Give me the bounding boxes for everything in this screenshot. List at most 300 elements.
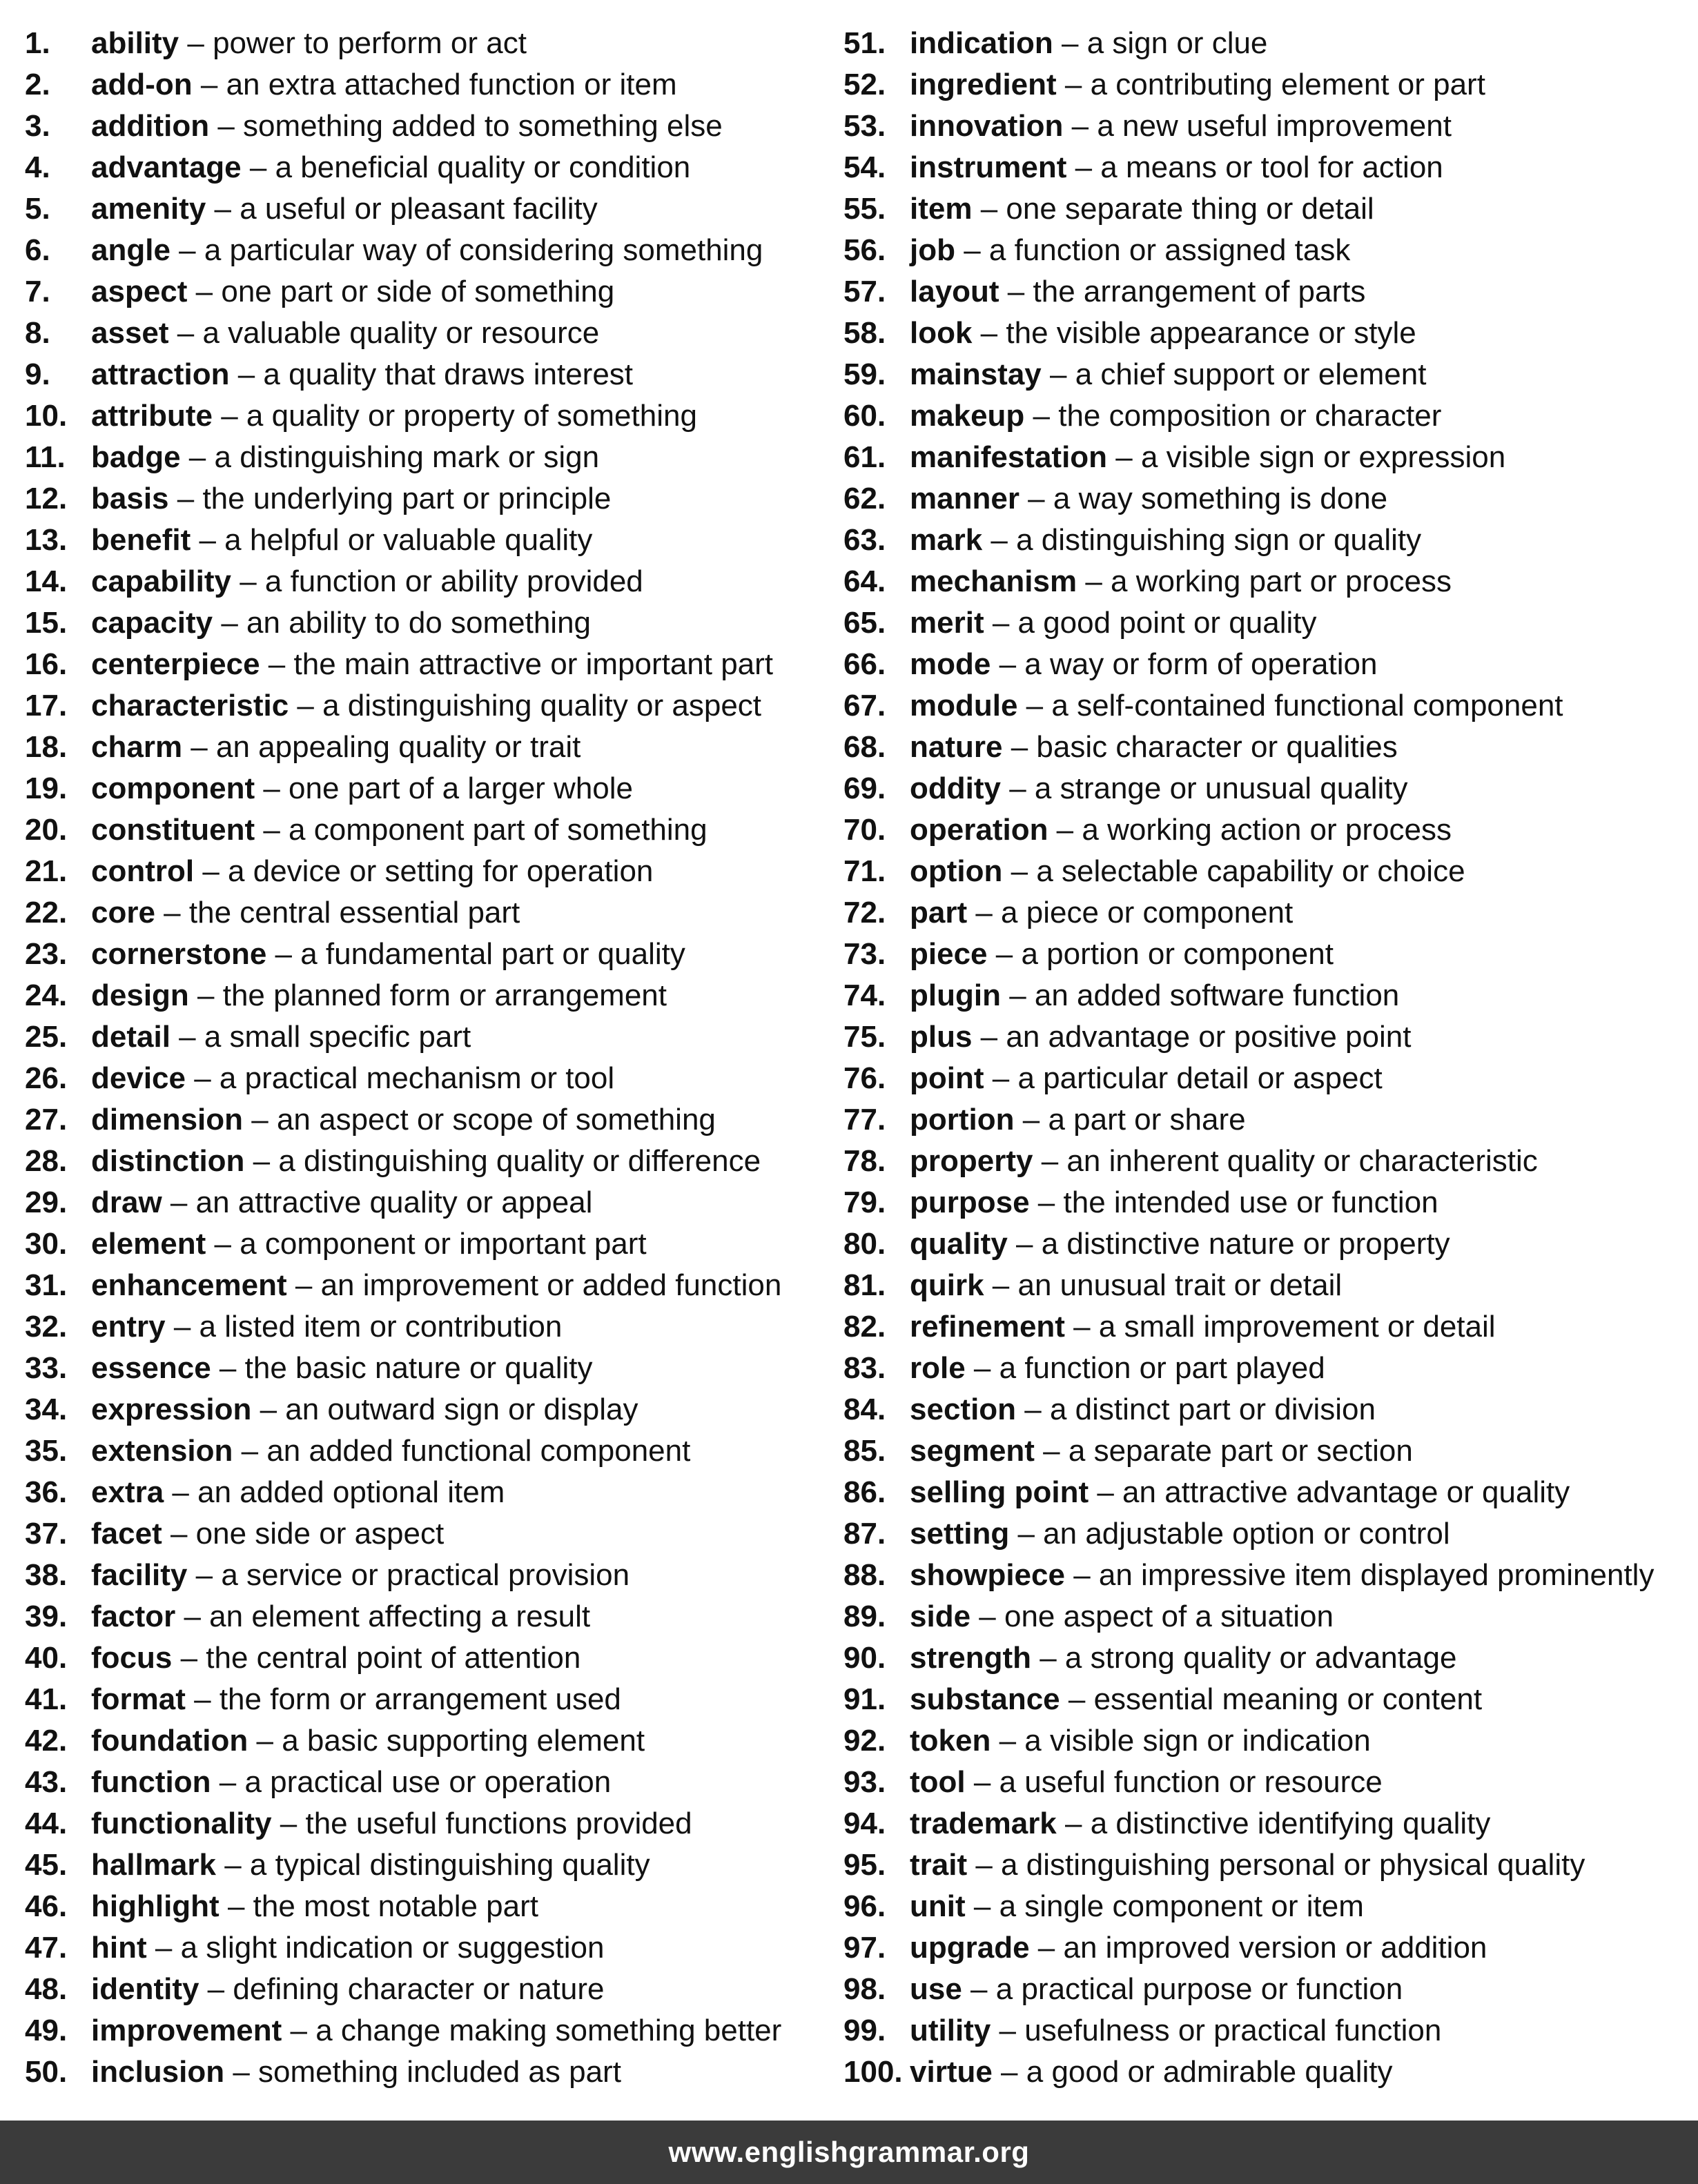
list-item <box>25 561 826 602</box>
item-separator: – <box>1033 1144 1067 1178</box>
item-number: 77. <box>843 1103 886 1137</box>
list-item <box>25 106 826 147</box>
item-term: mode <box>910 647 991 681</box>
item-definition: a new useful improvement <box>1097 109 1452 143</box>
item-definition: a working action or process <box>1082 813 1452 847</box>
item-term: nature <box>910 730 1003 764</box>
list-item <box>25 271 826 313</box>
item-number: 70. <box>843 813 886 847</box>
item-definition: the form or arrangement used <box>219 1682 621 1716</box>
item-separator: – <box>970 1600 1004 1633</box>
item-number: 10. <box>25 399 68 433</box>
list-item <box>25 1803 826 1844</box>
list-item <box>843 1389 1692 1430</box>
item-number: 93. <box>843 1765 886 1799</box>
item-separator: – <box>211 1351 245 1385</box>
item-definition: the most notable part <box>253 1889 538 1923</box>
list-item <box>25 1513 826 1555</box>
item-number: 61. <box>843 440 886 474</box>
item-term: add-on <box>91 68 193 101</box>
word-list-left-column <box>25 23 826 2093</box>
list-item <box>843 437 1692 478</box>
item-term: token <box>910 1724 991 1758</box>
list-item <box>25 727 826 768</box>
item-term: job <box>910 233 955 267</box>
item-definition: one part or side of something <box>221 275 615 308</box>
item-separator: – <box>255 813 289 847</box>
item-definition: a useful function or resource <box>999 1765 1383 1799</box>
item-term: part <box>910 896 968 929</box>
list-item <box>25 230 826 271</box>
item-definition: an extra attached function or item <box>226 68 677 101</box>
list-item <box>25 1182 826 1223</box>
item-separator: – <box>1107 440 1141 474</box>
item-definition: something added to something else <box>243 109 723 143</box>
item-term: constituent <box>91 813 255 847</box>
item-term: essence <box>91 1351 211 1385</box>
item-term: piece <box>910 937 988 971</box>
list-item <box>25 809 826 851</box>
item-separator: – <box>984 1268 1018 1302</box>
item-number: 73. <box>843 937 886 971</box>
item-number: 38. <box>25 1558 68 1592</box>
item-number: 87. <box>843 1517 886 1551</box>
item-definition: a sign or clue <box>1086 26 1268 60</box>
item-definition: a function or assigned task <box>988 233 1351 267</box>
item-number: 40. <box>25 1641 68 1675</box>
item-term: element <box>91 1227 206 1261</box>
item-number: 51. <box>843 26 886 60</box>
item-term: substance <box>910 1682 1060 1716</box>
item-definition: a distinct part or division <box>1049 1393 1376 1426</box>
list-item <box>843 602 1692 644</box>
item-separator: – <box>248 1724 282 1758</box>
item-separator: – <box>1017 689 1052 722</box>
item-number: 5. <box>25 192 50 226</box>
item-separator: – <box>146 1931 181 1965</box>
item-definition: a helpful or valuable quality <box>224 523 593 557</box>
item-term: draw <box>91 1186 162 1219</box>
item-separator: – <box>1063 109 1097 143</box>
list-item <box>843 271 1692 313</box>
item-term: setting <box>910 1517 1010 1551</box>
item-separator: – <box>213 399 246 433</box>
list-item <box>25 1058 826 1099</box>
item-definition: essential meaning or content <box>1093 1682 1483 1716</box>
item-number: 6. <box>25 233 50 267</box>
item-number: 31. <box>25 1268 68 1302</box>
item-number: 86. <box>843 1475 886 1509</box>
list-item <box>843 975 1692 1016</box>
item-definition: a practical use or operation <box>244 1765 612 1799</box>
item-definition: the central essential part <box>188 896 520 929</box>
list-item <box>843 1513 1692 1555</box>
item-number: 23. <box>25 937 68 971</box>
list-item <box>843 1927 1692 1969</box>
item-number: 79. <box>843 1186 886 1219</box>
item-definition: the visible appearance or style <box>1006 316 1416 350</box>
list-item <box>25 147 826 188</box>
item-definition: a visible sign or expression <box>1140 440 1506 474</box>
item-term: use <box>910 1972 962 2006</box>
item-number: 20. <box>25 813 68 847</box>
item-term: property <box>910 1144 1033 1178</box>
item-separator: – <box>1000 771 1035 805</box>
list-item <box>25 313 826 354</box>
item-definition: an outward sign or display <box>285 1393 638 1426</box>
item-term: focus <box>91 1641 173 1675</box>
item-definition: a practical purpose or function <box>995 1972 1403 2006</box>
item-term: mark <box>910 523 983 557</box>
item-definition: an improvement or added function <box>320 1268 782 1302</box>
item-definition: a particular way of considering something <box>204 233 763 267</box>
item-number: 88. <box>843 1558 886 1592</box>
item-number: 58. <box>843 316 886 350</box>
item-number: 72. <box>843 896 886 929</box>
item-definition: one aspect of a situation <box>1004 1600 1334 1633</box>
item-term: charm <box>91 730 183 764</box>
item-definition: an advantage or positive point <box>1006 1020 1412 1054</box>
list-item <box>843 395 1692 437</box>
list-item <box>843 768 1692 809</box>
item-term: showpiece <box>910 1558 1065 1592</box>
list-item <box>25 644 826 685</box>
item-separator: – <box>192 68 226 101</box>
list-item <box>25 1720 826 1762</box>
item-term: utility <box>910 2014 991 2047</box>
footer-website-link[interactable]: www.englishgrammar.org <box>668 2136 1030 2168</box>
item-number: 1. <box>25 26 50 60</box>
item-term: selling point <box>910 1475 1089 1509</box>
item-number: 12. <box>25 482 68 515</box>
item-term: item <box>910 192 973 226</box>
item-number: 19. <box>25 771 68 805</box>
item-number: 17. <box>25 689 68 722</box>
item-number: 47. <box>25 1931 68 1965</box>
item-term: basis <box>91 482 169 515</box>
item-definition: a device or setting for operation <box>228 854 654 888</box>
item-definition: an improved version or addition <box>1063 1931 1487 1965</box>
list-item <box>25 1389 826 1430</box>
list-item <box>25 1844 826 1886</box>
list-item <box>25 188 826 230</box>
word-list-right-column <box>843 23 1692 2093</box>
item-term: indication <box>910 26 1053 60</box>
item-separator: – <box>155 896 189 929</box>
item-number: 50. <box>25 2055 68 2089</box>
item-term: improvement <box>91 2014 282 2047</box>
item-definition: the composition or character <box>1058 399 1442 433</box>
item-number: 63. <box>843 523 886 557</box>
list-item <box>25 1016 826 1058</box>
list-item <box>843 2010 1692 2052</box>
item-term: point <box>910 1061 984 1095</box>
item-separator: – <box>244 1144 279 1178</box>
item-number: 2. <box>25 68 50 101</box>
list-item <box>843 2052 1692 2093</box>
item-separator: – <box>211 1765 245 1799</box>
list-item <box>843 1472 1692 1513</box>
item-number: 82. <box>843 1310 886 1344</box>
item-definition: a particular detail or aspect <box>1017 1061 1383 1095</box>
item-term: look <box>910 316 973 350</box>
list-item <box>25 437 826 478</box>
item-definition: an attractive quality or appeal <box>195 1186 593 1219</box>
item-number: 57. <box>843 275 886 308</box>
item-separator: – <box>1077 564 1111 598</box>
item-definition: a working part or process <box>1111 564 1452 598</box>
item-separator: – <box>972 192 1006 226</box>
list-item <box>25 2052 826 2093</box>
item-definition: basic character or qualities <box>1036 730 1398 764</box>
item-term: functionality <box>91 1807 272 1840</box>
item-number: 29. <box>25 1186 68 1219</box>
item-number: 36. <box>25 1475 68 1509</box>
item-number: 35. <box>25 1434 68 1468</box>
list-item <box>843 1306 1692 1348</box>
item-number: 78. <box>843 1144 886 1178</box>
item-definition: a part or share <box>1048 1103 1246 1137</box>
list-item <box>25 1637 826 1679</box>
list-item <box>25 1265 826 1306</box>
item-number: 68. <box>843 730 886 764</box>
list-item <box>25 1099 826 1141</box>
item-separator: – <box>170 1020 204 1054</box>
item-definition: a contributing element or part <box>1090 68 1485 101</box>
item-number: 54. <box>843 150 886 184</box>
list-item <box>843 892 1692 934</box>
item-definition: a beneficial quality or condition <box>275 150 691 184</box>
item-number: 21. <box>25 854 68 888</box>
item-number: 52. <box>843 68 886 101</box>
list-item <box>25 1306 826 1348</box>
item-term: innovation <box>910 109 1064 143</box>
item-separator: – <box>1029 1186 1064 1219</box>
item-term: control <box>91 854 195 888</box>
item-separator: – <box>164 1475 198 1509</box>
item-separator: – <box>1002 730 1037 764</box>
item-definition: one part of a larger whole <box>289 771 634 805</box>
item-term: expression <box>91 1393 252 1426</box>
list-item <box>25 1596 826 1637</box>
item-term: facet <box>91 1517 162 1551</box>
item-term: factor <box>91 1600 176 1633</box>
item-term: addition <box>91 109 210 143</box>
item-definition: usefulness or practical function <box>1024 2014 1442 2047</box>
item-definition: a slight indication or suggestion <box>180 1931 605 1965</box>
item-term: device <box>91 1061 186 1095</box>
list-item <box>843 478 1692 520</box>
item-separator: – <box>175 1600 210 1633</box>
item-term: refinement <box>910 1310 1065 1344</box>
list-item <box>843 1720 1692 1762</box>
item-definition: an added software function <box>1034 978 1400 1012</box>
item-separator: – <box>972 1020 1006 1054</box>
item-separator: – <box>1016 1393 1050 1426</box>
item-term: module <box>910 689 1018 722</box>
item-separator: – <box>191 523 225 557</box>
item-number: 48. <box>25 1972 68 2006</box>
item-number: 49. <box>25 2014 68 2047</box>
list-item <box>25 602 826 644</box>
item-number: 56. <box>843 233 886 267</box>
list-item <box>843 1182 1692 1223</box>
list-item <box>843 230 1692 271</box>
list-item <box>843 1555 1692 1596</box>
item-term: cornerstone <box>91 937 267 971</box>
item-number: 64. <box>843 564 886 598</box>
item-separator: – <box>271 1807 306 1840</box>
item-definition: a portion or component <box>1021 937 1334 971</box>
item-definition: a separate part or section <box>1068 1434 1413 1468</box>
item-separator: – <box>965 1765 999 1799</box>
list-item <box>25 520 826 561</box>
list-item <box>843 354 1692 395</box>
list-item <box>25 1555 826 1596</box>
item-number: 42. <box>25 1724 68 1758</box>
item-number: 43. <box>25 1765 68 1799</box>
item-separator: – <box>168 482 203 515</box>
item-number: 15. <box>25 606 68 640</box>
item-term: makeup <box>910 399 1025 433</box>
item-number: 75. <box>843 1020 886 1054</box>
item-separator: – <box>229 357 264 391</box>
item-term: instrument <box>910 150 1067 184</box>
item-number: 98. <box>843 1972 886 2006</box>
item-definition: the main attractive or important part <box>293 647 774 681</box>
item-number: 60. <box>843 399 886 433</box>
item-number: 83. <box>843 1351 886 1385</box>
item-separator: – <box>1019 482 1053 515</box>
item-term: manifestation <box>910 440 1108 474</box>
item-separator: – <box>172 1641 206 1675</box>
list-item <box>843 727 1692 768</box>
item-definition: an impressive item displayed prominently <box>1098 1558 1655 1592</box>
item-number: 44. <box>25 1807 68 1840</box>
item-number: 84. <box>843 1393 886 1426</box>
item-separator: – <box>185 1682 219 1716</box>
item-number: 59. <box>843 357 886 391</box>
item-separator: – <box>231 564 265 598</box>
item-definition: a distinguishing personal or physical quality <box>1001 1848 1585 1882</box>
item-term: ability <box>91 26 179 60</box>
list-item <box>843 1348 1692 1389</box>
item-separator: – <box>206 1227 240 1261</box>
item-number: 85. <box>843 1434 886 1468</box>
item-definition: a strong quality or advantage <box>1064 1641 1457 1675</box>
item-definition: defining character or nature <box>233 1972 605 2006</box>
item-definition: a small specific part <box>204 1020 471 1054</box>
item-separator: – <box>987 937 1022 971</box>
item-term: aspect <box>91 275 188 308</box>
item-number: 76. <box>843 1061 886 1095</box>
item-term: quality <box>910 1227 1008 1261</box>
item-separator: – <box>1060 1682 1094 1716</box>
item-separator: – <box>255 771 289 805</box>
item-number: 27. <box>25 1103 68 1137</box>
item-separator: – <box>965 1889 999 1923</box>
item-separator: – <box>219 1889 253 1923</box>
item-definition: an attractive advantage or quality <box>1122 1475 1570 1509</box>
item-term: facility <box>91 1558 188 1592</box>
item-definition: an inherent quality or characteristic <box>1066 1144 1538 1178</box>
item-separator: – <box>213 606 247 640</box>
item-definition: a piece or component <box>1001 896 1294 929</box>
item-separator: – <box>1053 26 1087 60</box>
item-separator: – <box>266 937 301 971</box>
item-term: layout <box>910 275 999 308</box>
item-separator: – <box>982 523 1017 557</box>
item-number: 4. <box>25 150 50 184</box>
item-definition: a good point or quality <box>1017 606 1317 640</box>
item-term: upgrade <box>910 1931 1030 1965</box>
item-number: 92. <box>843 1724 886 1758</box>
item-definition: a typical distinguishing quality <box>249 1848 650 1882</box>
list-item <box>843 1223 1692 1265</box>
item-number: 100. <box>843 2055 903 2089</box>
item-separator: – <box>967 896 1002 929</box>
item-number: 91. <box>843 1682 886 1716</box>
list-item <box>25 23 826 64</box>
item-term: capability <box>91 564 231 598</box>
item-separator: – <box>187 275 222 308</box>
list-item <box>843 23 1692 64</box>
item-term: merit <box>910 606 984 640</box>
list-item <box>25 1969 826 2010</box>
item-number: 37. <box>25 1517 68 1551</box>
item-definition: something included as part <box>258 2055 621 2089</box>
item-number: 30. <box>25 1227 68 1261</box>
item-term: angle <box>91 233 170 267</box>
list-item <box>843 644 1692 685</box>
list-item <box>843 1265 1692 1306</box>
item-definition: an added optional item <box>197 1475 505 1509</box>
list-item <box>843 1803 1692 1844</box>
item-definition: a practical mechanism or tool <box>219 1061 615 1095</box>
item-separator: – <box>999 275 1033 308</box>
list-item <box>25 354 826 395</box>
item-term: section <box>910 1393 1017 1426</box>
item-number: 26. <box>25 1061 68 1095</box>
list-item <box>843 1430 1692 1472</box>
item-number: 11. <box>25 440 66 474</box>
item-separator: – <box>243 1103 277 1137</box>
item-term: attraction <box>91 357 230 391</box>
item-term: capacity <box>91 606 213 640</box>
item-separator: – <box>1064 1558 1099 1592</box>
item-number: 62. <box>843 482 886 515</box>
item-term: foundation <box>91 1724 248 1758</box>
item-separator: – <box>1056 68 1091 101</box>
item-definition: a way or form of operation <box>1024 647 1378 681</box>
item-definition: the central point of attention <box>206 1641 581 1675</box>
list-item <box>25 1430 826 1472</box>
item-definition: a distinctive identifying quality <box>1090 1807 1491 1840</box>
item-number: 24. <box>25 978 68 1012</box>
item-separator: – <box>1048 813 1082 847</box>
item-term: enhancement <box>91 1268 287 1302</box>
item-term: extension <box>91 1434 233 1468</box>
item-term: plus <box>910 1020 973 1054</box>
item-definition: an added functional component <box>266 1434 691 1468</box>
list-item <box>843 1844 1692 1886</box>
item-definition: a useful or pleasant facility <box>240 192 598 226</box>
item-definition: an aspect or scope of something <box>276 1103 716 1137</box>
item-term: operation <box>910 813 1048 847</box>
item-number: 96. <box>843 1889 886 1923</box>
item-term: distinction <box>91 1144 245 1178</box>
item-term: entry <box>91 1310 166 1344</box>
